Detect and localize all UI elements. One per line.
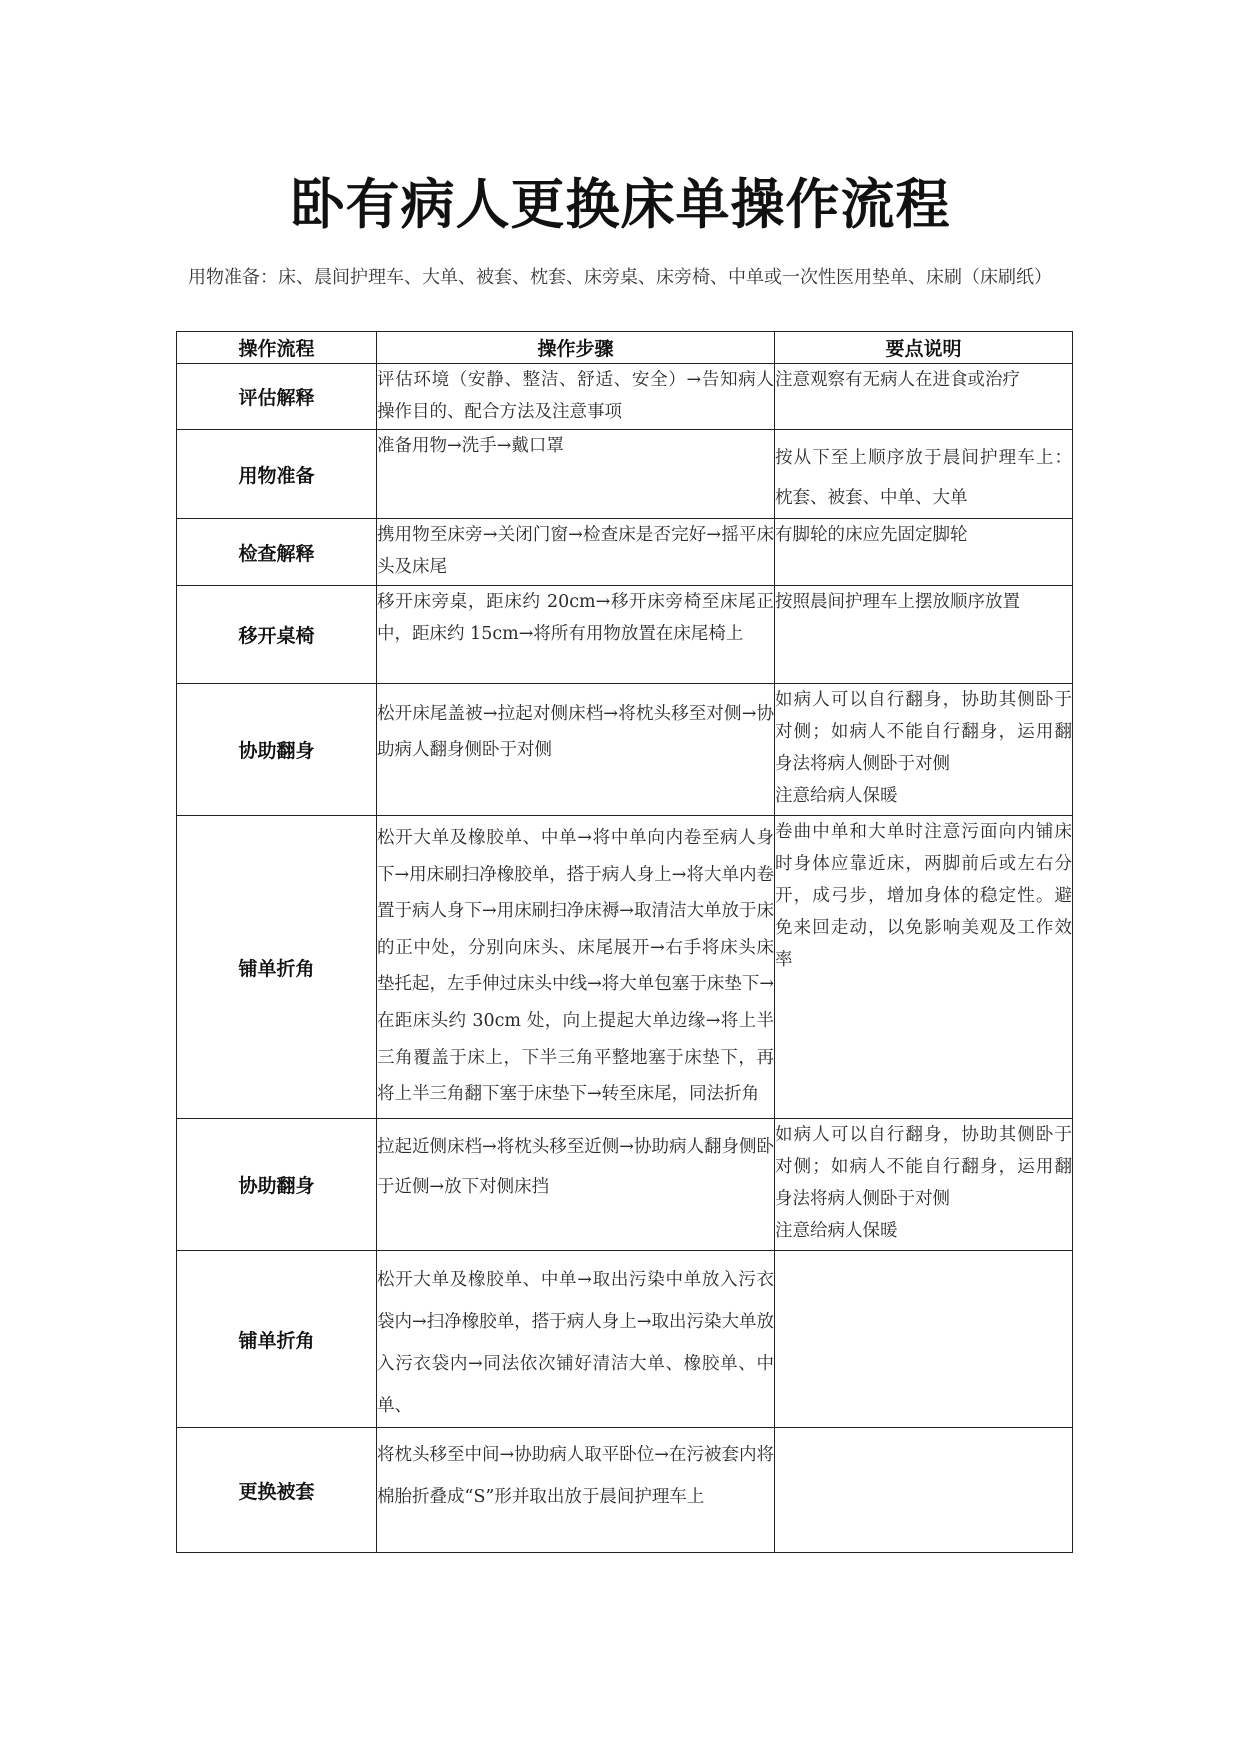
table-row	[177, 816, 1073, 1119]
step-name: 协助翻身	[177, 1119, 377, 1251]
step-note: 按从下至上顺序放于晨间护理车上：枕套、被套、中单、大单	[775, 430, 1073, 519]
step-detail-text: 松开大单及橡胶单、中单→将中单向内卷至病人身下→用床刷扫净橡胶单，搭于病人身上→将大单内卷置于病人身下→用床刷扫净床褥→取清洁大单放于床的正中处，分别向床头、床尾展开→右手将床头床垫托起，左手伸过床头中线→将大单包塞于床垫下→在距床头约 30cm 处，向上提起大单边缘→将上半三角覆盖于床上，下半三角平整地塞于床垫下，再将上半三角翻下塞于床垫下→转至床尾，同法折角	[377, 828, 774, 1105]
step-detail: 将枕头移至中间→协助病人取平卧位→在污被套内将棉胎折叠成“S”形并取出放于晨间护理车上	[377, 1428, 775, 1553]
step-note: 卷曲中单和大单时注意污面向内铺床时身体应靠近床，两脚前后或左右分开，成弓步，增加身体的稳定性。避免来回走动，以免影响美观及工作效率	[775, 816, 1073, 1119]
step-note	[775, 1428, 1073, 1553]
table-header-row	[177, 332, 1073, 364]
step-detail: 准备用物→洗手→戴口罩	[377, 430, 775, 519]
step-name: 检查解释	[177, 519, 377, 586]
table-row	[177, 586, 1073, 684]
table-row	[177, 684, 1073, 816]
table-row	[177, 1119, 1073, 1251]
step-note	[775, 1251, 1073, 1428]
step-detail: 评估环境（安静、整洁、舒适、安全）→告知病人操作目的、配合方法及注意事项	[377, 364, 775, 430]
step-note: 如病人可以自行翻身，协助其侧卧于对侧；如病人不能自行翻身，运用翻身法将病人侧卧于对侧 注意给病人保暖	[775, 684, 1073, 816]
step-name: 用物准备	[177, 430, 377, 519]
table-row	[177, 1251, 1073, 1428]
step-detail: 松开大单及橡胶单、中单→取出污染中单放入污衣袋内→扫净橡胶单，搭于病人身上→取出污染大单放入污衣袋内→同法依次铺好清洁大单、橡胶单、中单、	[377, 1251, 775, 1428]
page-title: 卧有病人更换床单操作流程	[290, 173, 951, 236]
step-detail	[377, 816, 775, 1119]
supplies-line: 用物准备：床、晨间护理车、大单、被套、枕套、床旁桌、床旁椅、中单或一次性医用垫单、床刷（床刷纸）	[188, 267, 1052, 288]
step-note: 注意观察有无病人在进食或治疗	[775, 364, 1073, 430]
header-notes: 要点说明	[775, 332, 1073, 364]
step-name: 更换被套	[177, 1428, 377, 1553]
step-name: 协助翻身	[177, 684, 377, 816]
step-name: 铺单折角	[177, 1251, 377, 1428]
step-detail: 拉起近侧床档→将枕头移至近侧→协助病人翻身侧卧于近侧→放下对侧床挡	[377, 1119, 775, 1251]
step-note: 如病人可以自行翻身，协助其侧卧于对侧；如病人不能自行翻身，运用翻身法将病人侧卧于对侧 注意给病人保暖	[775, 1119, 1073, 1251]
step-name: 评估解释	[177, 364, 377, 430]
table-row	[177, 1428, 1073, 1553]
step-note: 有脚轮的床应先固定脚轮	[775, 519, 1073, 586]
table-row	[177, 430, 1073, 519]
step-detail: 携用物至床旁→关闭门窗→检查床是否完好→摇平床头及床尾	[377, 519, 775, 586]
table-row	[177, 519, 1073, 586]
procedure-table	[176, 331, 1073, 1553]
step-note: 按照晨间护理车上摆放顺序放置	[775, 586, 1073, 684]
table-row	[177, 364, 1073, 430]
step-name: 铺单折角	[177, 816, 377, 1119]
header-process: 操作流程	[177, 332, 377, 364]
step-name: 移开桌椅	[177, 586, 377, 684]
header-steps: 操作步骤	[377, 332, 775, 364]
step-detail: 移开床旁桌，距床约 20cm→移开床旁椅至床尾正中，距床约 15cm→将所有用物放置在床尾椅上	[377, 586, 775, 684]
step-detail: 松开床尾盖被→拉起对侧床档→将枕头移至对侧→协助病人翻身侧卧于对侧	[377, 684, 775, 816]
